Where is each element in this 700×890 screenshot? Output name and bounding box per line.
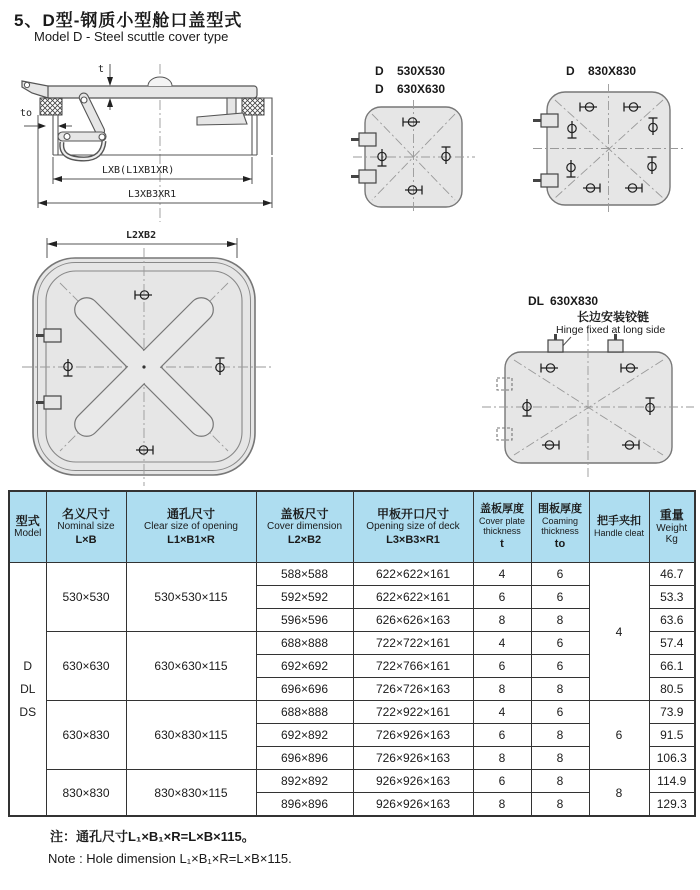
- note-en: Note : Hole dimension L₁×B₁×R=L×B×115.: [48, 851, 292, 866]
- model-cell: D DL DS: [9, 563, 46, 817]
- t-cell: 8: [473, 609, 531, 632]
- handle-cleat-section: [197, 98, 247, 125]
- cover-dim-cell: 588×588: [256, 563, 353, 586]
- svg-text:L3XB3XR1: L3XB3XR1: [128, 189, 177, 200]
- svg-text:L2XB2: L2XB2: [126, 230, 157, 241]
- col-header-t: 盖板厚度 Cover plate thickness t: [473, 491, 531, 563]
- col-header-clear: 通孔尺寸 Clear size of opening L1×B1×R: [126, 491, 256, 563]
- cover-dim-cell: 892×892: [256, 770, 353, 793]
- hinge-icon: [351, 133, 376, 146]
- dim-cover-plan: [47, 230, 237, 258]
- table-row: [9, 563, 695, 586]
- side-section-drawing: [10, 58, 340, 228]
- label-d830: D 830X830: [566, 64, 637, 78]
- deck-opening-cell: 926×926×163: [353, 793, 473, 817]
- weight-cell: 80.5: [649, 678, 695, 701]
- t-cell: 6: [473, 655, 531, 678]
- clear-size-cell: 530×530×115: [126, 563, 256, 632]
- deck-opening-cell: 622×622×161: [353, 563, 473, 586]
- clear-size-cell: 630×830×115: [126, 701, 256, 770]
- col-header-model: 型式 Model: [9, 491, 46, 563]
- clear-size-cell: 630×630×115: [126, 632, 256, 701]
- cover-dim-cell: 688×888: [256, 701, 353, 724]
- t-cell: 6: [473, 724, 531, 747]
- dim-to-label: to: [20, 108, 33, 119]
- cover-dim-cell: 896×896: [256, 793, 353, 817]
- to-cell: 8: [531, 793, 589, 817]
- table-row: [9, 701, 695, 724]
- hinge-note-en: Hinge fixed at long side: [556, 324, 666, 336]
- col-header-deck: 甲板开口尺寸 Opening size of deck L3×B3×R1: [353, 491, 473, 563]
- svg-text:LXB(L1XB1XR): LXB(L1XB1XR): [102, 165, 175, 176]
- handle-cleat-cell: 8: [589, 770, 649, 817]
- t-cell: 4: [473, 563, 531, 586]
- to-cell: 6: [531, 632, 589, 655]
- spec-table: [8, 490, 696, 817]
- top-hinges: [548, 334, 623, 352]
- handle-cleat-cell: 4: [589, 563, 649, 701]
- col-header-nominal: 名义尺寸 Nominal size L×B: [46, 491, 126, 563]
- hinge-icon: [533, 174, 558, 187]
- nominal-size-cell: 630×630: [46, 632, 126, 701]
- dim-t-label: t: [98, 64, 105, 75]
- to-cell: 6: [531, 701, 589, 724]
- header-row: [9, 491, 695, 563]
- handle-cleat-cell: 6: [589, 701, 649, 770]
- col-header-to: 围板厚度 Coaming thickness to: [531, 491, 589, 563]
- deck-opening-cell: 726×726×163: [353, 678, 473, 701]
- weight-cell: 53.3: [649, 586, 695, 609]
- plan-d830-drawing: [515, 62, 700, 222]
- to-cell: 6: [531, 655, 589, 678]
- t-cell: 6: [473, 770, 531, 793]
- weight-cell: 57.4: [649, 632, 695, 655]
- plan-dl-drawing: [420, 290, 700, 490]
- to-cell: 8: [531, 770, 589, 793]
- col-header-weight: 重量 Weight Kg: [649, 491, 695, 563]
- cover-dim-cell: 692×892: [256, 724, 353, 747]
- to-cell: 6: [531, 563, 589, 586]
- cover-dim-cell: 696×896: [256, 747, 353, 770]
- to-cell: 8: [531, 678, 589, 701]
- cover-dim-cell: 696×696: [256, 678, 353, 701]
- nominal-size-cell: 530×530: [46, 563, 126, 632]
- col-header-cover: 盖板尺寸 Cover dimension L2×B2: [256, 491, 353, 563]
- label-d530: D 530X530: [375, 64, 446, 78]
- deck-opening-cell: 722×722×161: [353, 632, 473, 655]
- t-cell: 8: [473, 747, 531, 770]
- hinge-icon: [533, 114, 558, 127]
- t-cell: 4: [473, 632, 531, 655]
- table-row: [9, 770, 695, 793]
- gasket-left: [40, 98, 62, 115]
- t-cell: 8: [473, 793, 531, 817]
- weight-cell: 73.9: [649, 701, 695, 724]
- deck-opening-cell: 726×926×163: [353, 747, 473, 770]
- to-cell: 8: [531, 747, 589, 770]
- cover-plate-section: [22, 77, 257, 98]
- cover-dim-cell: 596×596: [256, 609, 353, 632]
- to-cell: 8: [531, 609, 589, 632]
- hinge-note-zh: 长边安装铰链: [577, 310, 650, 324]
- cover-dim-cell: 692×692: [256, 655, 353, 678]
- deck-opening-cell: 622×622×161: [353, 586, 473, 609]
- weight-cell: 91.5: [649, 724, 695, 747]
- page-title: 5、D型-钢质小型舱口盖型式: [14, 11, 243, 30]
- cover-dim-cell: 688×888: [256, 632, 353, 655]
- to-cell: 8: [531, 724, 589, 747]
- gasket-right: [242, 98, 264, 115]
- dim-deck-opening: [38, 115, 272, 208]
- cover-dim-cell: 592×592: [256, 586, 353, 609]
- t-cell: 8: [473, 678, 531, 701]
- deck-opening-cell: 722×922×161: [353, 701, 473, 724]
- t-cell: 6: [473, 586, 531, 609]
- deck-opening-cell: 626×626×163: [353, 609, 473, 632]
- label-d630: D 630X630: [375, 82, 446, 96]
- clear-size-cell: 830×830×115: [126, 770, 256, 817]
- weight-cell: 106.3: [649, 747, 695, 770]
- weight-cell: 66.1: [649, 655, 695, 678]
- to-cell: 6: [531, 586, 589, 609]
- nominal-size-cell: 630×830: [46, 701, 126, 770]
- deck-opening-cell: 926×926×163: [353, 770, 473, 793]
- col-header-handle: 把手夹扣 Handle cleat: [589, 491, 649, 563]
- deck-opening-cell: 726×926×163: [353, 724, 473, 747]
- t-cell: 4: [473, 701, 531, 724]
- main-plan-drawing: [20, 228, 290, 488]
- weight-cell: 114.9: [649, 770, 695, 793]
- nominal-size-cell: 830×830: [46, 770, 126, 817]
- page-subtitle: Model D - Steel scuttle cover type: [34, 29, 229, 44]
- deck-opening-cell: 722×766×161: [353, 655, 473, 678]
- weight-cell: 129.3: [649, 793, 695, 817]
- note-zh: 注：通孔尺寸L₁×B₁×R=L×B×115。: [50, 829, 255, 844]
- hinge-icon: [351, 170, 376, 183]
- weight-cell: 63.6: [649, 609, 695, 632]
- weight-cell: 46.7: [649, 563, 695, 586]
- label-dl: DL 630X830: [528, 294, 599, 308]
